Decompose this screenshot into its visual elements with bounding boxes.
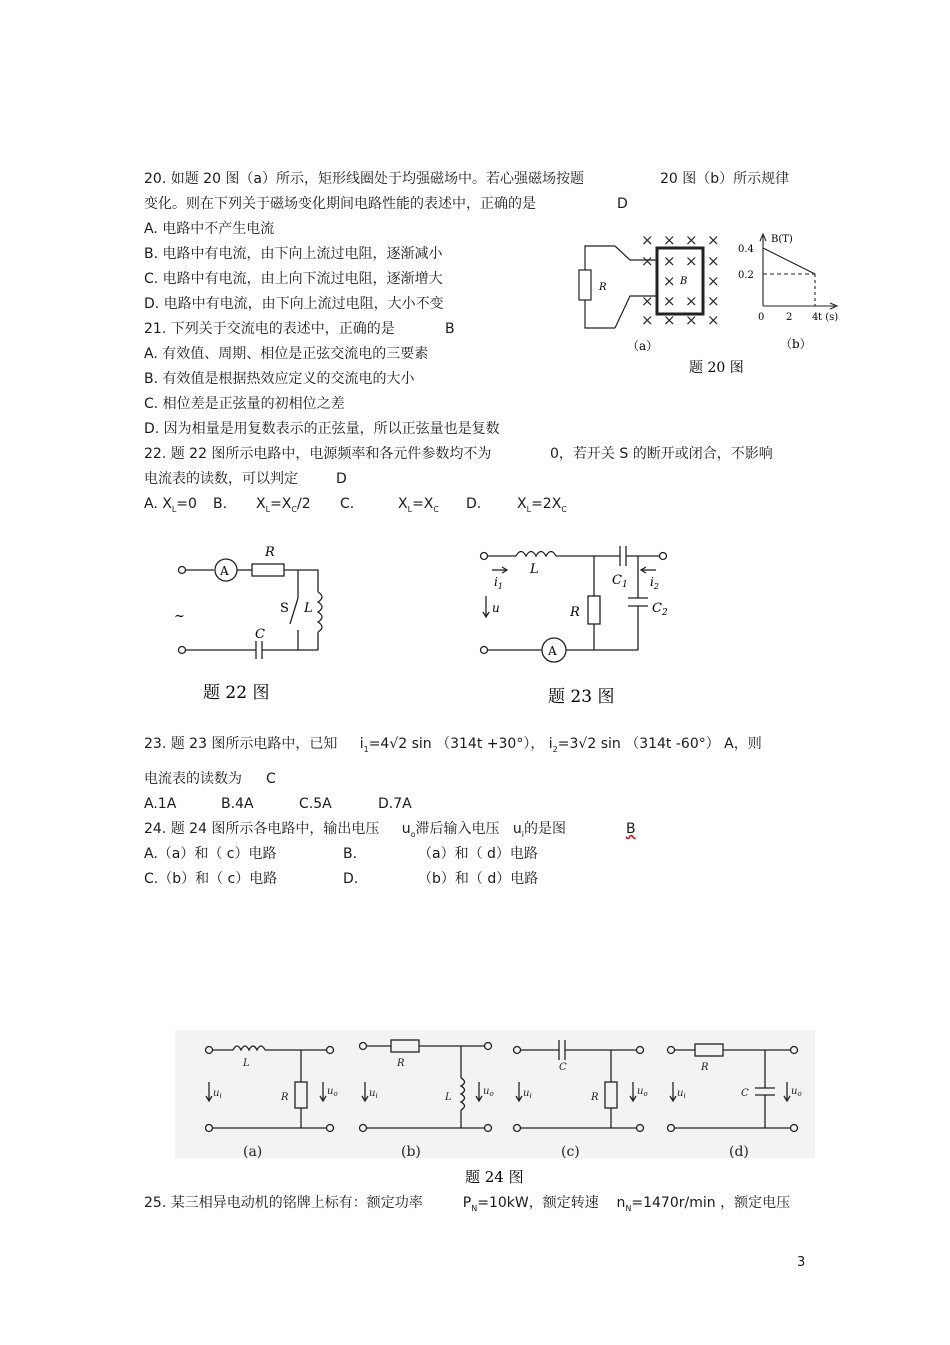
fig24c-resistor-label: R xyxy=(591,1092,599,1103)
fig24a-resistor-label: R xyxy=(281,1092,289,1103)
q20-option-b: B. 电路中有电流，由下向上流过电阻，逐渐减小 xyxy=(144,246,443,262)
q20-stem-line1-tail: 20 图（b）所示规律 xyxy=(660,171,790,187)
fig23-c1-label: $C_1$ xyxy=(612,573,628,590)
q24-stem: 24. 题 24 图所示各电路中，输出电压 $u_o$滞后输入电压 $u_i$的是图 xyxy=(144,821,566,839)
fig24a-uo-label: $u_o$ xyxy=(327,1086,338,1098)
q24-option-b-label: B. xyxy=(343,846,358,862)
svg-text:×: × xyxy=(707,231,720,249)
fig24b-inductor-label: L xyxy=(445,1092,452,1103)
q23-stem: 23. 题 23 图所示电路中，已知 $i_1=4√2$ sin （314t +30°）， $i_2=3√2$ sin （314t -60°） A，则 xyxy=(144,736,762,754)
fig20b-tick-0.2: 0.2 xyxy=(738,270,754,281)
fig24d-resistor-label: R xyxy=(701,1062,709,1073)
figure-23 xyxy=(470,540,680,710)
q23-option-b: B.4A xyxy=(221,796,254,812)
fig24d-label: (d) xyxy=(729,1144,749,1160)
q22-option-c-label: C. xyxy=(340,496,355,512)
svg-text:×: × xyxy=(685,231,698,249)
q20-answer: D xyxy=(617,196,628,212)
fig24b-label: (b) xyxy=(401,1144,421,1160)
figure-20 xyxy=(575,228,845,378)
q22-answer: D xyxy=(336,471,347,487)
fig23-voltage-label: u xyxy=(492,601,500,615)
fig24c-capacitor-label: C xyxy=(559,1062,567,1073)
fig20-caption: 题 20 图 xyxy=(689,360,744,376)
q23-stem-line2: 电流表的读数为 xyxy=(144,771,242,787)
svg-text:×: × xyxy=(685,292,698,310)
q22-option-b-label: B. xyxy=(213,496,228,512)
svg-text:×: × xyxy=(707,272,720,290)
fig23-i2-label: $i_2$ xyxy=(650,575,659,591)
q24-option-c: C.（b）和（ c）电路 xyxy=(144,871,278,887)
q21-option-a: A. 有效值、周期、相位是正弦交流电的三要素 xyxy=(144,346,429,362)
q23-answer: C xyxy=(266,771,276,787)
fig24a-ui-label: $u_i$ xyxy=(213,1088,222,1100)
fig23-inductor-label: L xyxy=(530,562,539,577)
svg-text:×: × xyxy=(685,311,698,329)
fig20-field-label: B xyxy=(680,276,688,287)
fig23-caption: 题 23 图 xyxy=(548,687,615,707)
figure-24 xyxy=(175,1030,815,1190)
q23-option-d: D.7A xyxy=(378,796,412,812)
fig24b-resistor-label: R xyxy=(397,1058,405,1069)
fig24b-ui-label: $u_i$ xyxy=(369,1088,378,1100)
q21-option-c: C. 相位差是正弦量的初相位之差 xyxy=(144,396,345,412)
fig23-c2-label: $C_2$ xyxy=(652,601,668,618)
fig23-ammeter-label: A xyxy=(548,644,557,658)
q20-option-c: C. 电路中有电流，由上向下流过电阻，逐渐增大 xyxy=(144,271,443,287)
fig24a-inductor-label: L xyxy=(243,1058,250,1069)
q20-stem-line2: 变化。则在下列关于磁场变化期间电路性能的表述中，正确的是 xyxy=(144,196,536,212)
q22-option-a: A. $X_L=0$ xyxy=(144,496,197,514)
fig24b-uo-label: $u_o$ xyxy=(483,1086,494,1098)
fig24d-ui-label: $u_i$ xyxy=(677,1088,686,1100)
svg-text:×: × xyxy=(641,311,654,329)
q24-option-a: A.（a）和（ c）电路 xyxy=(144,846,277,862)
fig24d-capacitor-label: C xyxy=(741,1088,749,1099)
fig24c-uo-label: $u_o$ xyxy=(637,1086,648,1098)
figure-22 xyxy=(170,540,340,710)
q24-option-b: （a）和（ d）电路 xyxy=(418,846,538,862)
fig24c-label: (c) xyxy=(561,1144,580,1160)
fig20-resistor-label: R xyxy=(599,282,607,293)
svg-text:×: × xyxy=(663,272,676,290)
q23-option-a: A.1A xyxy=(144,796,177,812)
fig20b-yaxis-label: B(T) xyxy=(771,234,793,245)
fig20b-label: （b） xyxy=(780,337,812,351)
q23-option-c: C.5A xyxy=(299,796,332,812)
svg-text:×: × xyxy=(663,252,676,270)
q22-option-b: $X_L=X_C/2$ xyxy=(256,496,311,514)
fig22-caption: 题 22 图 xyxy=(203,683,270,703)
fig20b-tick-0: 0 xyxy=(758,312,765,323)
page-number: 3 xyxy=(797,1255,806,1270)
svg-text:×: × xyxy=(685,252,698,270)
q21-stem: 21. 下列关于交流电的表述中，正确的是 xyxy=(144,321,395,337)
svg-text:×: × xyxy=(707,311,720,329)
fig23-i1-label: $i_1$ xyxy=(494,575,503,591)
fig20b-tick-2: 2 xyxy=(786,312,793,323)
svg-text:×: × xyxy=(663,311,676,329)
fig22-source-symbol: ~ xyxy=(174,609,185,624)
q25-stem: 25. 某三相异电动机的铭牌上标有：额定功率 $P_N=10kW$，额定转速 $n_N=1470r/\min$ ，额定电压 xyxy=(144,1195,791,1213)
q20-stem-line1: 20. 如题 20 图（a）所示，矩形线圈处于均强磁场中。若心强磁场按题 xyxy=(144,171,585,187)
fig20b-tick-4: 4 xyxy=(812,312,819,323)
fig24-caption: 题 24 图 xyxy=(465,1168,524,1186)
q22-option-d-label: D. xyxy=(466,496,482,512)
svg-text:×: × xyxy=(663,292,676,310)
fig24a-label: (a) xyxy=(243,1144,263,1160)
q21-answer: B xyxy=(445,321,455,337)
svg-text:×: × xyxy=(641,252,654,270)
q24-option-d: （b）和（ d）电路 xyxy=(418,871,539,887)
fig24c-ui-label: $u_i$ xyxy=(523,1088,532,1100)
q22-stem-line1: 22. 题 22 图所示电路中，电源频率和各元件参数均不为 xyxy=(144,446,492,462)
fig22-ammeter-label: A xyxy=(220,564,229,578)
svg-text:×: × xyxy=(641,231,654,249)
q20-option-d: D. 电路中有电流，由下向上流过电阻，大小不变 xyxy=(144,296,444,312)
fig22-capacitor-label: C xyxy=(255,627,265,642)
fig23-resistor-label: R xyxy=(570,605,580,620)
fig22-inductor-label: L xyxy=(304,601,313,616)
q22-option-d: $X_L=2X_C$ xyxy=(517,496,567,514)
svg-text:×: × xyxy=(707,252,720,270)
fig20a-label: （a） xyxy=(627,339,659,353)
q22-option-c: $X_L=X_C$ xyxy=(398,496,439,514)
svg-text:×: × xyxy=(707,292,720,310)
q20-option-a: A. 电路中不产生电流 xyxy=(144,221,275,237)
q24-answer: B xyxy=(626,821,636,837)
fig20b-xaxis-label: t (s) xyxy=(818,312,839,323)
q24-option-d-label: D. xyxy=(343,871,359,887)
q22-stem-line2: 电流表的读数，可以判定 xyxy=(144,471,298,487)
svg-text:×: × xyxy=(663,231,676,249)
fig24d-uo-label: $u_o$ xyxy=(791,1086,802,1098)
fig20b-tick-0.4: 0.4 xyxy=(738,244,754,255)
svg-text:×: × xyxy=(641,292,654,310)
q22-stem-line1-tail: 0，若开关 S 的断开或闭合，不影响 xyxy=(550,446,773,462)
q21-option-d: D. 因为相量是用复数表示的正弦量，所以正弦量也是复数 xyxy=(144,421,500,437)
fig22-resistor-label: R xyxy=(265,545,275,560)
q21-option-b: B. 有效值是根据热效应定义的交流电的大小 xyxy=(144,371,415,387)
fig22-switch-label: S xyxy=(280,601,289,616)
